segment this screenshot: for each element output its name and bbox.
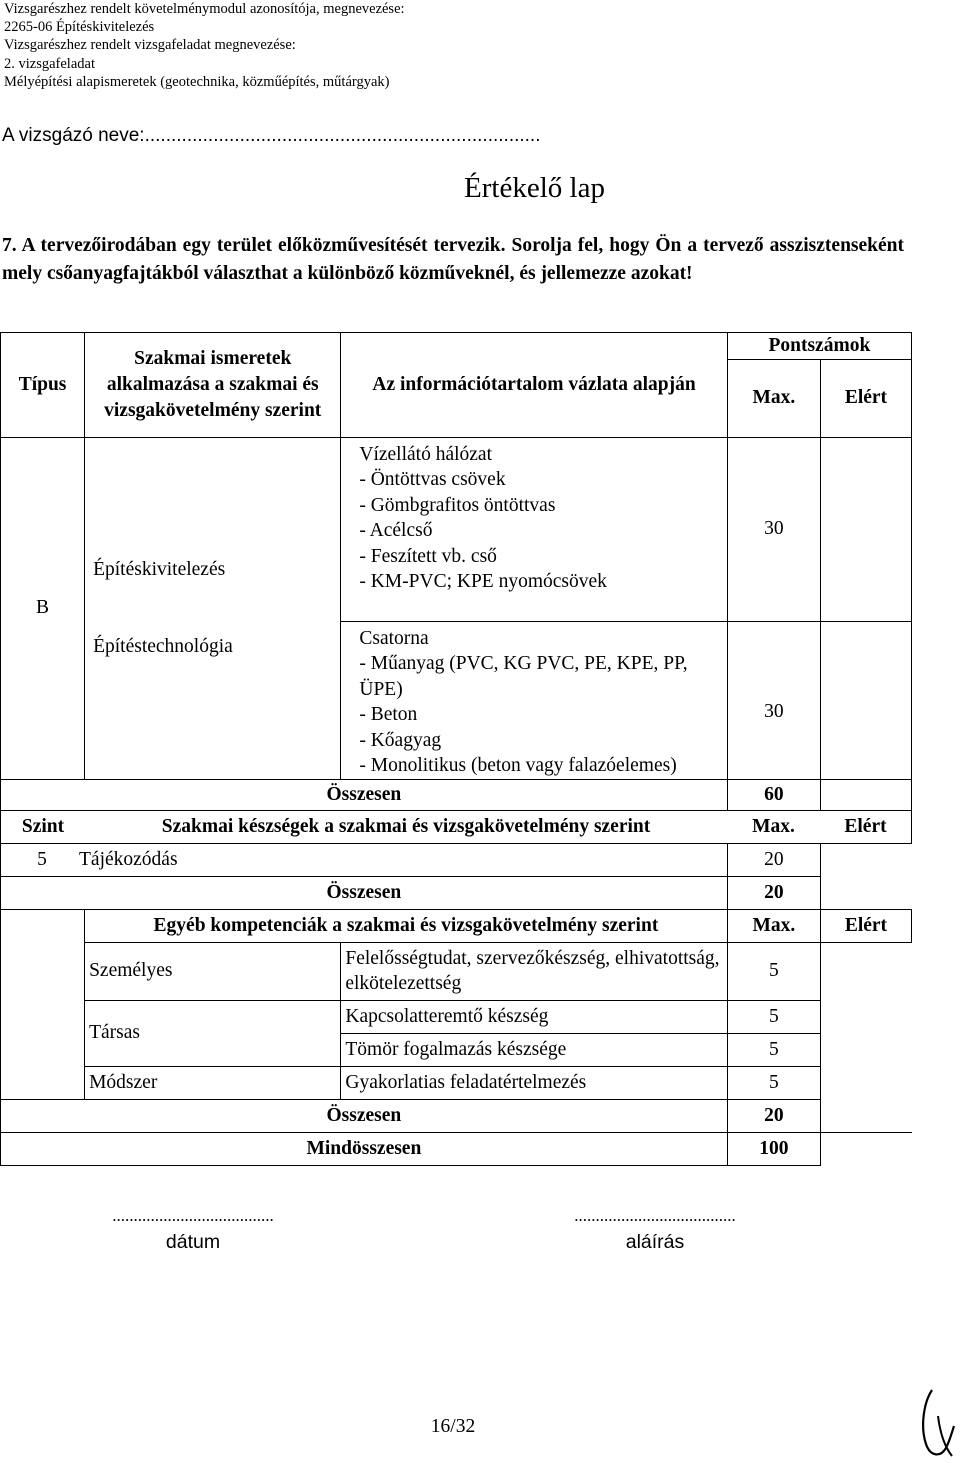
comp-spacer — [1, 942, 85, 1000]
skills-header-szint: Szint — [21, 815, 65, 837]
comp-tarsas-elert-2 — [820, 1033, 911, 1066]
mindosszesen-elert — [820, 1132, 911, 1165]
mindosszesen-label: Mindösszesen — [1, 1132, 728, 1165]
block1-elert — [820, 437, 911, 621]
comp-header-max: Max. — [727, 909, 820, 942]
skills-header-elert: Elért — [844, 815, 887, 837]
osszesen-2-label: Összesen — [1, 876, 728, 909]
block2-line: - Műanyag (PVC, KG PVC, PE, KPE, PP, ÜPE) — [359, 653, 688, 700]
osszesen-1-value: 60 — [727, 779, 820, 810]
block1-cell — [341, 437, 727, 621]
block2-elert — [820, 621, 911, 779]
comp-header-title: Egyéb kompetenciák a szakmai és vizsgakövetelmény szerint — [85, 909, 728, 942]
comp-tarsas-desc-2: Tömör fogalmazás készsége — [341, 1033, 727, 1066]
date-label: dátum — [165, 1231, 221, 1253]
block2-line: - Kőagyag — [359, 729, 442, 751]
skills-row — [1, 843, 728, 876]
szakmai-2: Építéstechnológia — [93, 636, 233, 657]
osszesen-1-elert — [820, 779, 911, 810]
handwritten-initial-mark — [918, 1386, 958, 1462]
block2-cell — [341, 621, 727, 779]
header-szakmai: Szakmai ismeretek alkalmazása a szakmai és vizsgakövetelmény szerint — [85, 333, 341, 438]
block1-line: - KM-PVC; KPE nyomócsövek — [359, 571, 607, 592]
block2-line: Csatorna — [359, 627, 429, 649]
block2-line: - Monolitikus (beton vagy falazóelemes) — [359, 755, 677, 776]
header-elert: Elért — [820, 359, 911, 437]
comp-modszer-desc: Gyakorlatias feladatértelmezés — [341, 1066, 727, 1099]
examinee-name-field: A vizsgázó neve:........................................................................... — [2, 125, 541, 146]
header-line-5: Mélyépítési alapismeretek (geotechnika, közműépítés, műtárgyak) — [4, 73, 390, 90]
page-number: 16/32 — [430, 1416, 476, 1437]
osszesen-3-elert — [820, 1099, 911, 1132]
block1-line: - Öntöttvas csövek — [359, 469, 506, 490]
skills-row-elert — [820, 843, 911, 876]
osszesen-2-value: 20 — [727, 876, 820, 909]
comp-modszer: Módszer — [85, 1066, 341, 1099]
block1-line: - Gömbgrafitos öntöttvas — [359, 494, 556, 516]
comp-szemelyes: Személyes — [85, 942, 341, 1000]
comp-spacer — [1, 1033, 85, 1066]
date-dotted-line: ...................................... — [112, 1206, 274, 1225]
header-line-4: 2. vizsgafeladat — [4, 55, 95, 72]
header-tipus: Típus — [1, 333, 85, 438]
comp-szemelyes-elert — [820, 942, 911, 1000]
block1-max: 30 — [727, 437, 820, 621]
osszesen-3-value: 20 — [727, 1099, 820, 1132]
szakmai-cell — [85, 437, 341, 779]
signature-dotted-line: ...................................... — [574, 1206, 736, 1225]
header-pontszamok: Pontszámok — [727, 333, 911, 360]
skills-header-max: Max. — [752, 815, 795, 837]
evaluation-table — [0, 332, 912, 1166]
comp-spacer — [1, 1000, 85, 1033]
document-header — [4, 0, 405, 91]
comp-header-elert: Elért — [820, 909, 911, 942]
header-max: Max. — [727, 359, 820, 437]
block2-max: 30 — [727, 621, 820, 779]
osszesen-1-label: Összesen — [1, 779, 728, 810]
comp-header-spacer — [1, 909, 85, 942]
header-line-3: Vizsgarészhez rendelt vizsgafeladat megnevezése: — [4, 37, 296, 54]
mindosszesen-value: 100 — [727, 1132, 820, 1165]
signature-block — [520, 1207, 790, 1254]
header-info: Az információtartalom vázlata alapján — [341, 333, 727, 438]
skills-row-level: 5 — [37, 848, 47, 870]
osszesen-2-elert — [820, 876, 911, 909]
comp-modszer-elert — [820, 1066, 911, 1099]
date-signature-block — [78, 1207, 308, 1254]
comp-szemelyes-desc: Felelősségtudat, szervezőkészség, elhivatottság, elkötelezettség — [341, 942, 727, 1000]
comp-tarsas-desc-1: Kapcsolatteremtő készség — [341, 1000, 727, 1033]
evaluation-table-wrapper — [0, 332, 912, 1166]
block1-line: - Acélcső — [359, 520, 433, 541]
comp-tarsas-value-1: 5 — [727, 1000, 820, 1033]
skills-header-row — [1, 810, 912, 843]
skills-row-label: Tájékozódás — [79, 848, 178, 870]
comp-modszer-value: 5 — [727, 1066, 820, 1099]
comp-tarsas: Társas — [85, 1000, 341, 1066]
osszesen-3-label: Összesen — [1, 1099, 728, 1132]
skills-header-title: Szakmai készségek a szakmai és vizsgakövetelmény szerint — [161, 815, 651, 837]
block1-line: Vízellátó hálózat — [359, 443, 493, 465]
comp-szemelyes-value: 5 — [727, 942, 820, 1000]
skills-row-value: 20 — [727, 843, 820, 876]
comp-tarsas-value-2: 5 — [727, 1033, 820, 1066]
page-title: Értékelő lap — [464, 172, 605, 204]
block2-line: - Beton — [359, 704, 418, 725]
tipus-value: B — [1, 437, 85, 779]
block1-line: - Feszített vb. cső — [359, 545, 497, 567]
signature-label: aláírás — [625, 1231, 685, 1253]
header-line-2: 2265-06 Építéskivitelezés — [4, 19, 155, 36]
comp-tarsas-elert-1 — [820, 1000, 911, 1033]
comp-spacer — [1, 1066, 85, 1099]
question-text: 7. A tervezőirodában egy terület előközművesítését tervezik. Sorolja fel, hogy Ön a tervező asszisztenseként mely csőanyagfajtákból választhat a különböző közműveknél, és jellemezze azokat! — [2, 235, 904, 284]
szakmai-1: Építéskivitelezés — [93, 558, 226, 580]
header-line-1: Vizsgarészhez rendelt követelménymodul azonosítója, megnevezése: — [4, 1, 405, 17]
